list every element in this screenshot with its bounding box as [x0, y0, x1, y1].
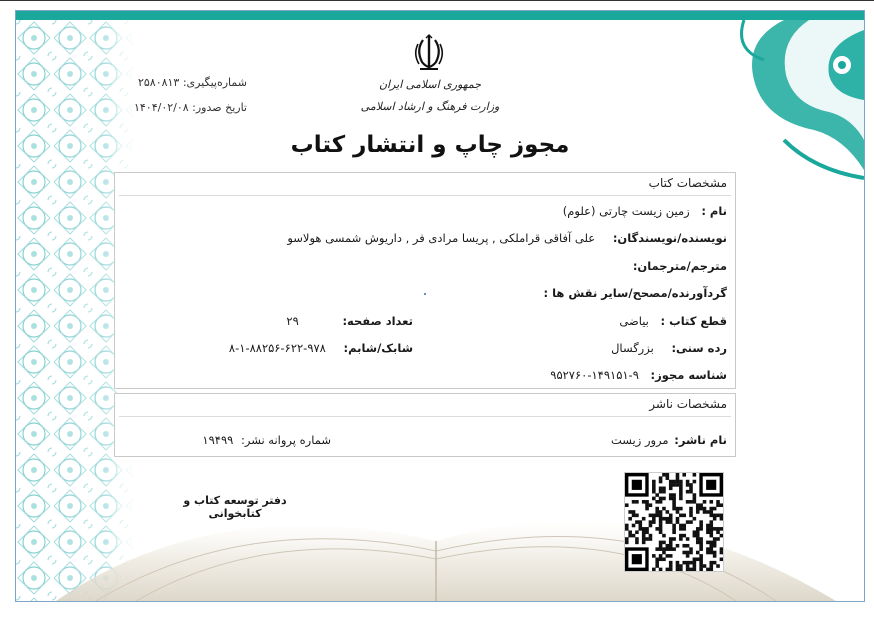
license-label: شناسه مجوز:: [650, 368, 727, 382]
publisher-name-value: مرور زیست: [610, 433, 669, 447]
issuing-office-name: دفتر توسعه کتاب و کتابخوانی: [183, 494, 287, 520]
publisher-section-divider: [119, 416, 731, 417]
isbn-label: شابک/شابم:: [343, 341, 413, 355]
pages-label: تعداد صفحه:: [342, 314, 413, 328]
age-label: رده سنی:: [671, 341, 727, 355]
compiler-label: گردآورنده/مصحح/سایر نقش ها :: [543, 286, 727, 300]
isbn-value: ۹۷۸-۶۲۲-۸۸۲۵۶-۱-۸: [228, 341, 326, 355]
book-name-label: نام :: [701, 204, 727, 218]
publisher-details-panel: [114, 393, 736, 457]
pages-row: [286, 314, 413, 328]
book-section-title: مشخصات کتاب: [648, 176, 727, 190]
pages-value: ۲۹: [286, 314, 299, 328]
book-name-row: [563, 204, 727, 218]
license-value: ۹-۱۴۹۱۵۱-۹۵۲۷۶۰: [550, 368, 639, 382]
isbn-row: [229, 341, 413, 355]
compiler-row: [536, 286, 727, 300]
translator-row: [625, 259, 727, 273]
authors-row: [287, 231, 727, 245]
permit-value: ۱۹۴۹۹: [202, 433, 234, 447]
top-rule: [0, 0, 874, 1]
government-line: جمهوری اسلامی ایران: [378, 78, 482, 91]
format-label: قطع کتاب :: [660, 314, 727, 328]
book-name-value: زمین زیست چارتی (علوم): [562, 204, 690, 218]
document-title: مجوز چاپ و انتشار کتاب: [290, 132, 570, 158]
permit-row: [202, 433, 331, 447]
publisher-name-label: نام ناشر:: [674, 433, 727, 447]
ministry-line: وزارت فرهنگ و ارشاد اسلامی: [360, 100, 500, 113]
book-section-divider: [119, 195, 731, 196]
translator-label: مترجم/مترجمان:: [632, 259, 727, 273]
publisher-section-title: مشخصات ناشر: [649, 397, 727, 411]
teal-top-bar: [16, 11, 864, 20]
format-row: [619, 314, 727, 328]
publisher-name-row: [611, 433, 727, 447]
permit-label: شماره پروانه نشر:: [240, 433, 331, 447]
qr-code-icon[interactable]: [624, 472, 724, 572]
stray-dot: [424, 293, 426, 295]
authors-label: نویسنده/نویسندگان:: [612, 231, 727, 245]
format-value: بیاضی: [619, 314, 649, 328]
book-details-panel: [114, 172, 736, 389]
age-row: [611, 341, 727, 355]
iran-emblem-icon: [412, 34, 446, 72]
tracking-number: شماره‌پیگیری: ۲۵۸۰۸۱۳: [137, 76, 247, 89]
authors-value: علی آفاقی قراملکی , پریسا مرادی فر , داریوش شمسی هولاسو: [287, 231, 596, 245]
license-row: [550, 368, 727, 382]
issue-date: تاریخ صدور: ۱۴۰۴/۰۲/۰۸: [133, 101, 247, 114]
age-value: بزرگسال: [611, 341, 654, 355]
right-corner-ornament: [724, 20, 864, 180]
